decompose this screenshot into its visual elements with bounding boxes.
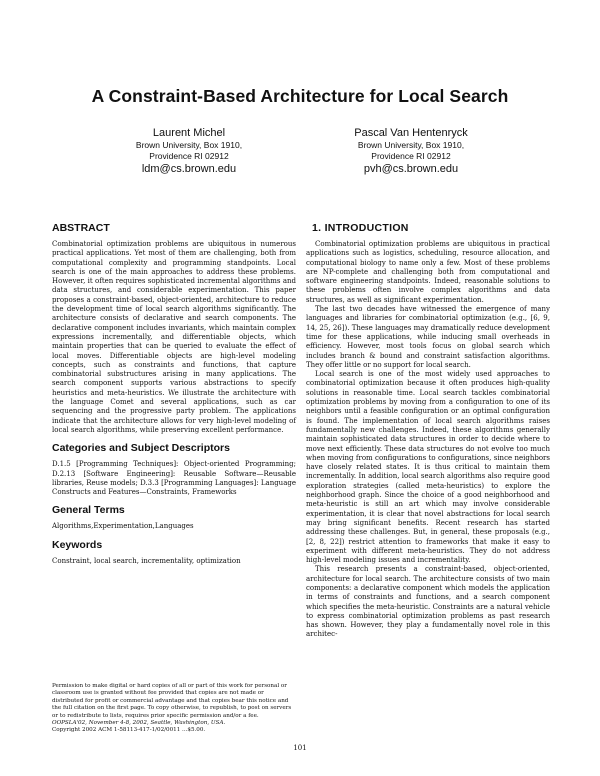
paper-title: A Constraint-Based Architecture for Local Search <box>91 86 509 106</box>
categories-heading: Categories and Subject Descriptors <box>52 442 230 455</box>
abstract-heading: ABSTRACT <box>52 222 110 234</box>
right-column <box>306 222 550 640</box>
copyright-line: Copyright 2002 ACM 1-58113-417-1/02/0011 ...$5.00. <box>52 727 206 734</box>
author-block-2 <box>286 127 536 176</box>
permission-text: Permission to make digital or hard copies of all or part of this work for personal or classroom use is granted without fee provided that copies are not made or distributed for profit or commercial advantage and that copies bear this notice and the full citation on the first page. To copy otherwise, to republish, to post on servers or to redistribute to lists, requires prior specific permission and/or a fee. <box>52 683 292 719</box>
permission-notice <box>52 683 296 735</box>
keywords-text: Constraint, local search, incrementality, optimization <box>52 556 241 565</box>
categories-text: D.1.5 [Programming Techniques]: Object-oriented Programming; D.2.13 [Software Engineering]: Reusable Software—Reusable libraries, Reuse models; D.3.3 [Programming Languages]: Language Constructs and Features—Constraints, Frameworks <box>52 460 296 497</box>
author-name: Laurent Michel <box>152 127 226 139</box>
page-number: 101 <box>293 744 307 752</box>
intro-paragraph: Combinatorial optimization problems are ubiquitous in practical applications such as logistics, scheduling, resource allocation, and computational biology to name only a few. Most of these problems are NP-complete and challenging both from computational and software engineering standpoints. Indeed, reasonable solutions to these problems often involve complex algorithms and data structures, as well as significant experimentation. <box>306 240 550 304</box>
author-email[interactable]: ldm@cs.brown.edu <box>141 163 237 175</box>
author-affiliation: Brown University, Box 1910, <box>135 140 243 150</box>
author-block-1 <box>64 127 314 176</box>
author-affiliation-city: Providence RI 02912 <box>149 151 229 161</box>
categories-section <box>52 442 296 497</box>
author-name: Pascal Van Hentenryck <box>354 127 468 139</box>
intro-paragraph: The last two decades have witnessed the emergence of many languages and libraries for combinatorial optimization (e.g., [6, 9, 14, 25, 26]). These languages may dramatically reduce development time for these applications, while inducing small overheads in efficiency. However, most tools focus on global search which includes branch & bound and constraint satisfaction algorithms. They offer little or no support for local search. <box>306 305 550 369</box>
author-affiliation: Brown University, Box 1910, <box>357 140 465 150</box>
keywords-section <box>52 539 296 566</box>
venue-line: OOPSLA'02, November 4-8, 2002, Seattle, Washington, USA. <box>52 720 226 727</box>
author-affiliation-city: Providence RI 02912 <box>371 151 451 161</box>
author-email[interactable]: pvh@cs.brown.edu <box>363 163 459 175</box>
abstract-text: Combinatorial optimization problems are ubiquitous in numerous practical applications. Yet most of them are challenging, both from computational complexity and programming standpoints. Local search is one of the main approaches to address these problems. However, it often requires sophisticated incremental algorithms and data structures, and considerable experimentation. This paper proposes a constraint-based, object-oriented, architecture to reduce the development time of local search algorithms significantly. The architecture consists of declarative and search components. The declarative component includes invariants, which maintain complex expressions incrementally, and differentiable objects, which maintain properties that can be queried to evaluate the effect of local moves. Differentiable objects are high-level modeling concepts, such as constraints and functions, that capture combinatorial substructures arising in many applications. The search component supports various abstractions to specify heuristics and meta-heuristics. We illustrate the architecture with the language Comet and several applications, such as car sequencing and the progressive party problem. The applications indicate that the architecture allows for very high-level modeling of local search algorithms, while preserving excellent performance. <box>52 240 296 434</box>
introduction-heading: 1. INTRODUCTION <box>312 222 409 234</box>
keywords-heading: Keywords <box>52 538 103 551</box>
left-column <box>52 222 296 566</box>
general-terms-section <box>52 504 296 531</box>
intro-paragraph: This research presents a constraint-based, object-oriented, architecture for local search. The architecture consists of two main components: a declarative component which models the application in terms of constraints and functions, and a search component which specifies the meta-heuristic. Constraints are a natural vehicle to express combinatorial optimization problems as past research has shown. However, they play a fundamentally novel role in this architec- <box>306 565 550 639</box>
general-terms-heading: General Terms <box>52 504 125 517</box>
general-terms-text: Algorithms,Experimentation,Languages <box>52 522 194 531</box>
intro-paragraph: Local search is one of the most widely used approaches to combinatorial optimization because it often produces high-quality solutions in reasonable time. Local search tackles combinatorial optimization problems by moving from a configuration to one of its neighbors until a feasible configuration or an optimal configuration is found. The implementation of local search algorithms raises fundamentally new challenges. Indeed, these algorithms generally maintain sophisticated data structures in order to decide where to move next efficiently. These data structures do not evolve too much when moving from configurations to configurations, since neighbors have closely related states. It is thus critical to maintain them incrementally. In addition, local search algorithms also require good exploration strategies (called meta-heuristics) to explore the neighborhood graph. Since the choice of a good neighborhood and meta-heuristic is still an art which may involve considerable experimentation, it is clear that novel abstractions for local search may bring significant benefits. Recent research has started addressing these challenges. But, in general, these proposals (e.g., [2, 8, 22]) restrict attention to frameworks that make it easy to experiment with different meta-heuristics. They do not address high-level modeling issues and incrementality. <box>306 370 550 565</box>
